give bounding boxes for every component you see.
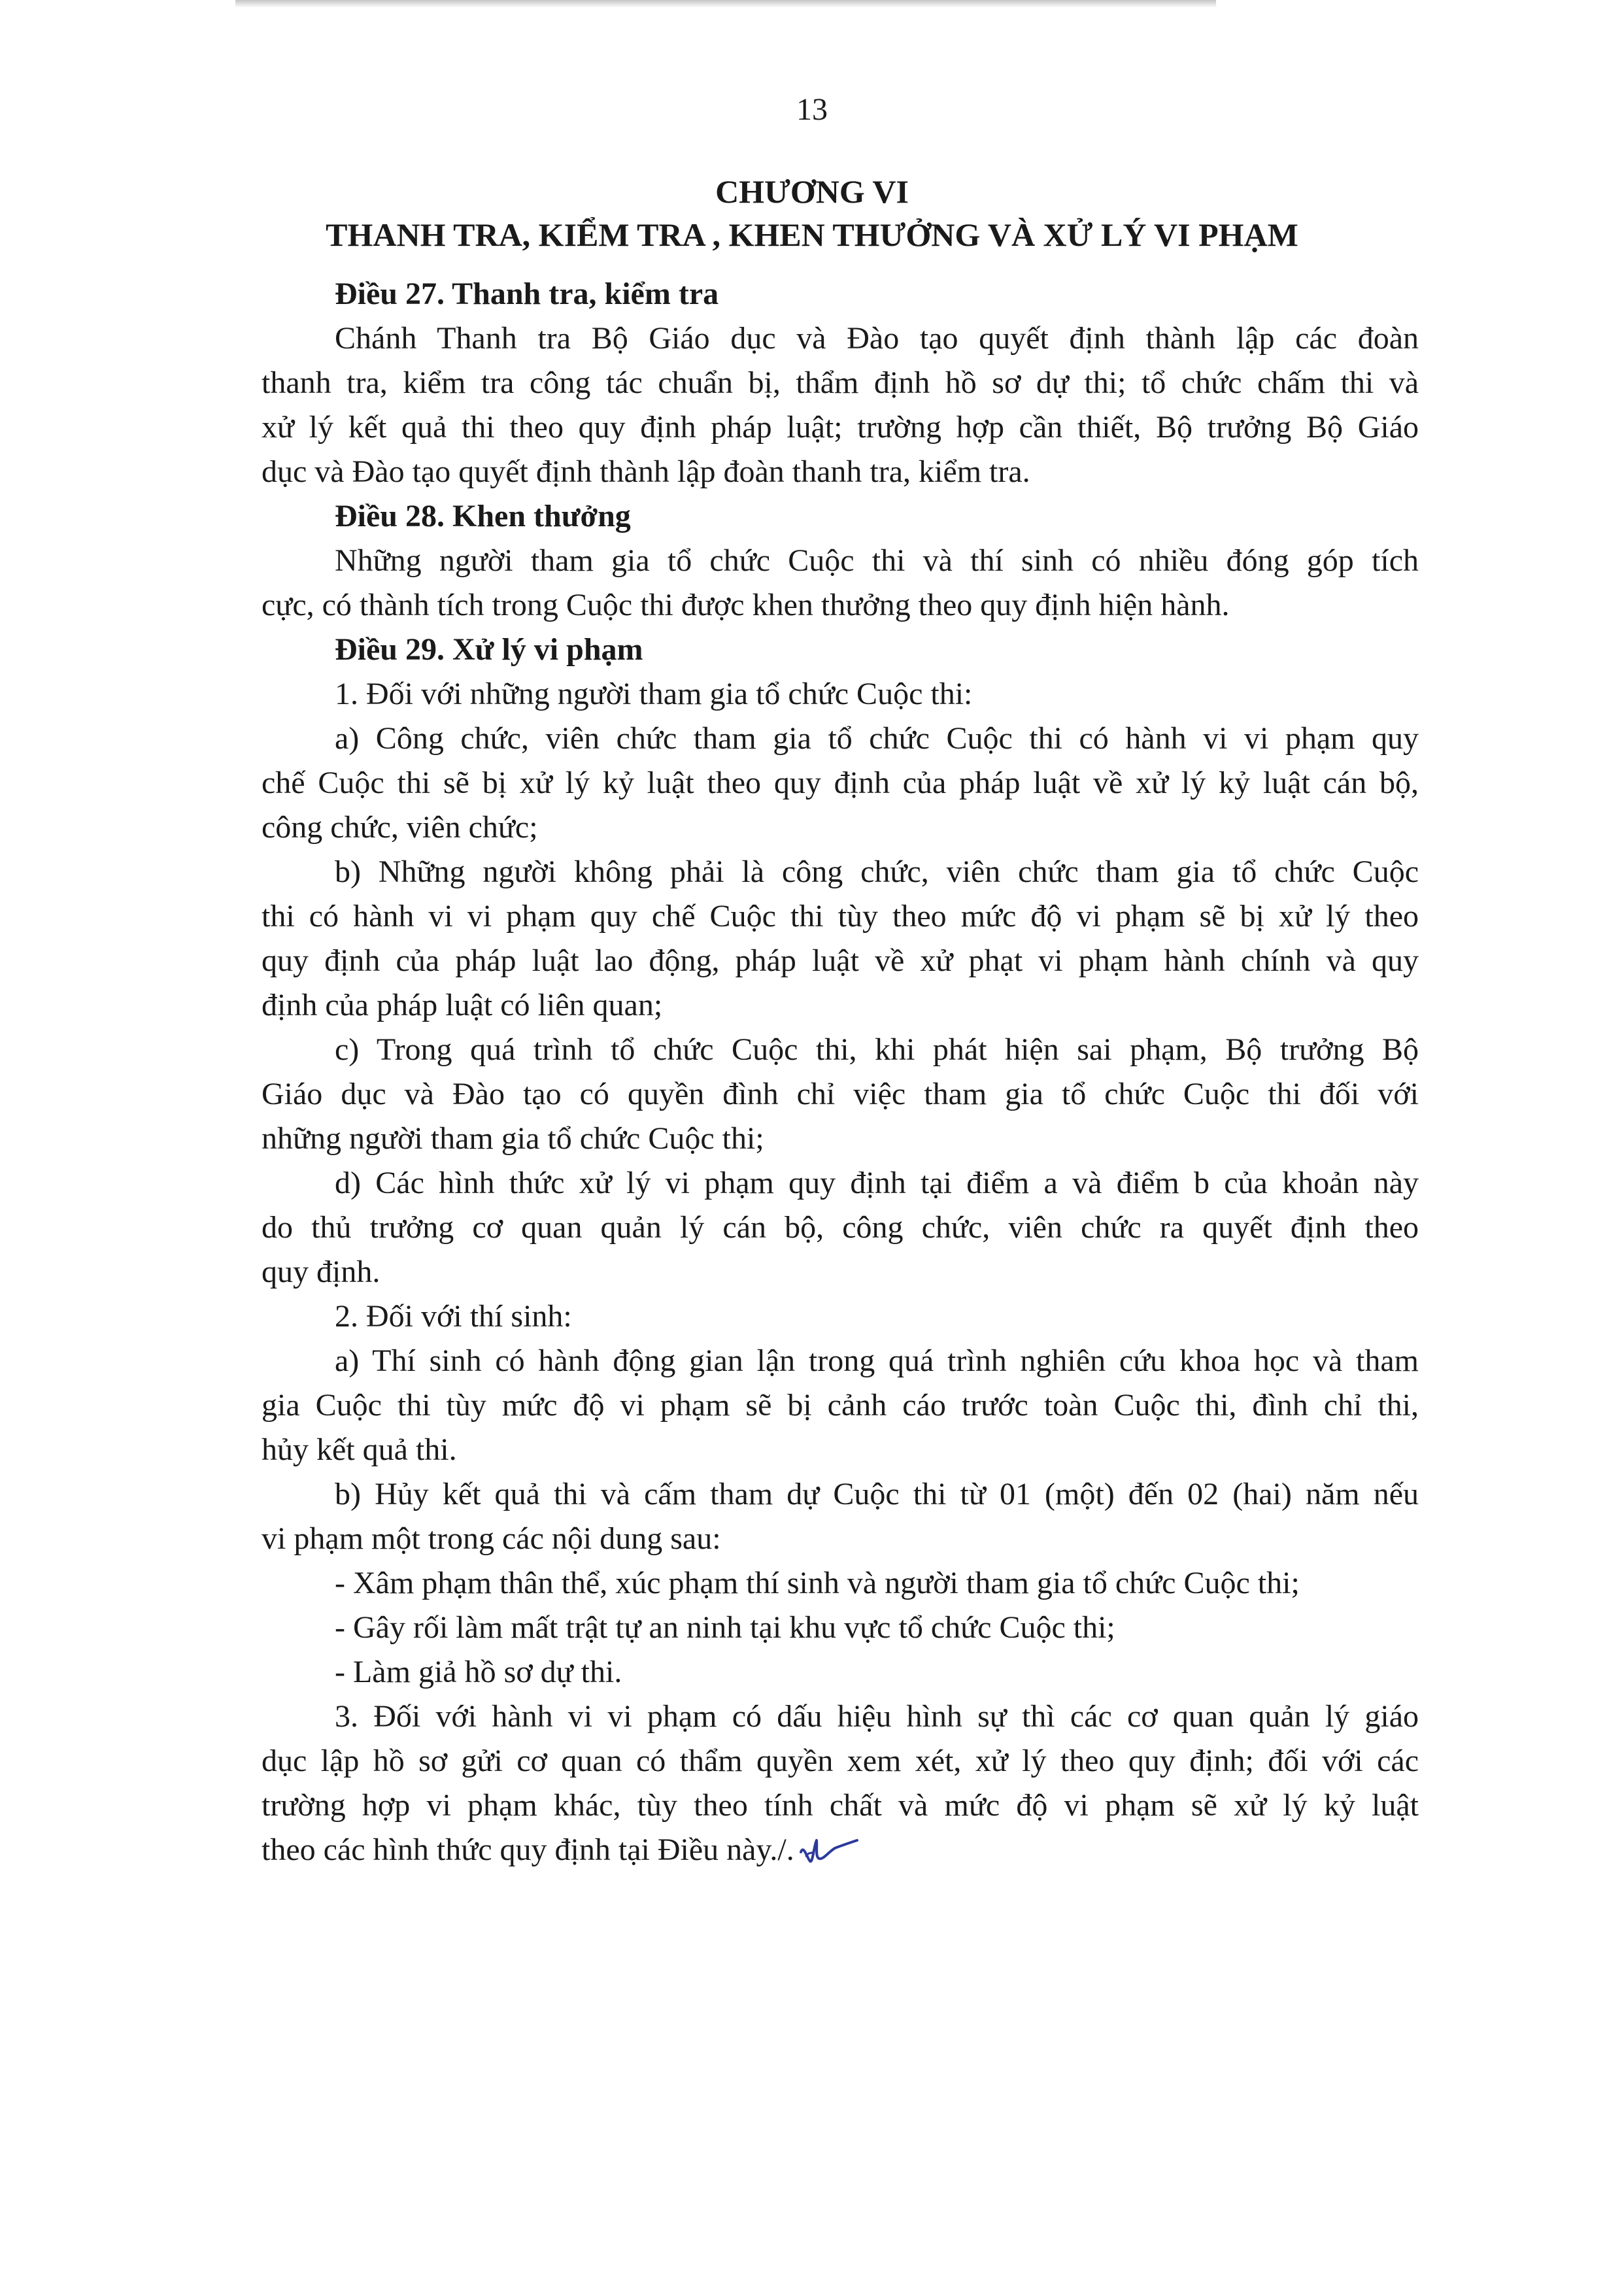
text-line: hủy kết quả thi. — [262, 1432, 457, 1467]
last-line — [262, 1830, 1419, 1870]
text-line: dục lập hồ sơ gửi cơ quan có thẩm quyền xem xét, xử lý theo quy định; đối với các — [262, 1744, 1419, 1778]
closing-text: theo các hình thức quy định tại Điều này./. — [262, 1832, 794, 1867]
text-line: 1. Đối với những người tham gia tổ chức Cuộc thi: — [335, 677, 973, 711]
text-line: cực, có thành tích trong Cuộc thi được khen thưởng theo quy định hiện hành. — [262, 588, 1230, 622]
text-line: thi có hành vi vi phạm quy chế Cuộc thi tùy theo mức độ vi phạm sẽ bị xử lý theo — [262, 899, 1419, 934]
text-line: công chức, viên chức; — [262, 810, 538, 845]
text-line: quy định. — [262, 1255, 381, 1289]
bullet-line: - Gây rối làm mất trật tự an ninh tại khu vực tổ chức Cuộc thi; — [335, 1610, 1115, 1645]
text-line: d) Các hình thức xử lý vi phạm quy định tại điểm a và điểm b của khoản này — [335, 1166, 1419, 1200]
scan-top-edge — [235, 0, 1216, 8]
text-line: b) Những người không phải là công chức, viên chức tham gia tổ chức Cuộc — [335, 854, 1419, 889]
bullet-line: - Xâm phạm thân thể, xúc phạm thí sinh và người tham gia tổ chức Cuộc thi; — [335, 1566, 1300, 1600]
text-line: quy định của pháp luật lao động, pháp luật về xử phạt vi phạm hành chính và quy — [262, 943, 1419, 978]
text-line: Giáo dục và Đào tạo có quyền đình chỉ việc tham gia tổ chức Cuộc thi đối với — [262, 1077, 1419, 1111]
text-line: Những người tham gia tổ chức Cuộc thi và thí sinh có nhiều đóng góp tích — [335, 543, 1419, 578]
article-29-heading: Điều 29. Xử lý vi phạm — [335, 632, 643, 667]
text-line: vi phạm một trong các nội dung sau: — [262, 1521, 721, 1556]
text-line: c) Trong quá trình tổ chức Cuộc thi, khi phát hiện sai phạm, Bộ trưởng Bộ — [335, 1032, 1419, 1067]
text-line: trường hợp vi phạm khác, tùy theo tính chất và mức độ vi phạm sẽ xử lý kỷ luật — [262, 1788, 1419, 1823]
text-line: 2. Đối với thí sinh: — [335, 1299, 572, 1334]
chapter-subtitle: THANH TRA, KIỂM TRA , KHEN THƯỞNG VÀ XỬ LÝ VI PHẠM — [326, 216, 1298, 253]
text-line: định của pháp luật có liên quan; — [262, 988, 663, 1022]
text-line: b) Hủy kết quả thi và cấm tham dự Cuộc thi từ 01 (một) đến 02 (hai) năm nếu — [335, 1477, 1419, 1511]
text-line: chế Cuộc thi sẽ bị xử lý kỷ luật theo quy định của pháp luật về xử lý kỷ luật cán bộ, — [262, 766, 1419, 800]
text-line: xử lý kết quả thi theo quy định pháp luật; trường hợp cần thiết, Bộ trưởng Bộ Giáo — [262, 410, 1419, 445]
article-28-heading: Điều 28. Khen thưởng — [335, 499, 631, 533]
initials-signature-icon — [797, 1832, 860, 1869]
chapter-title: CHƯƠNG VI — [715, 173, 909, 210]
text-line: Chánh Thanh tra Bộ Giáo dục và Đào tạo quyết định thành lập các đoàn — [335, 321, 1419, 356]
text-line: những người tham gia tổ chức Cuộc thi; — [262, 1121, 764, 1156]
article-27-heading: Điều 27. Thanh tra, kiểm tra — [335, 277, 719, 311]
text-line: dục và Đào tạo quyết định thành lập đoàn thanh tra, kiểm tra. — [262, 454, 1030, 489]
text-line: a) Thí sinh có hành động gian lận trong quá trình nghiên cứu khoa học và tham — [335, 1343, 1419, 1378]
page-number: 13 — [796, 92, 828, 127]
text-line: do thủ trưởng cơ quan quản lý cán bộ, công chức, viên chức ra quyết định theo — [262, 1210, 1419, 1245]
text-line: a) Công chức, viên chức tham gia tổ chức Cuộc thi có hành vi vi phạm quy — [335, 721, 1419, 756]
text-line: 3. Đối với hành vi vi phạm có dấu hiệu hình sự thì các cơ quan quản lý giáo — [335, 1699, 1419, 1734]
text-line: gia Cuộc thi tùy mức độ vi phạm sẽ bị cảnh cáo trước toàn Cuộc thi, đình chỉ thi, — [262, 1388, 1419, 1423]
bullet-line: - Làm giả hồ sơ dự thi. — [335, 1655, 622, 1689]
text-line: thanh tra, kiểm tra công tác chuẩn bị, thẩm định hồ sơ dự thi; tổ chức chấm thi và — [262, 365, 1419, 400]
